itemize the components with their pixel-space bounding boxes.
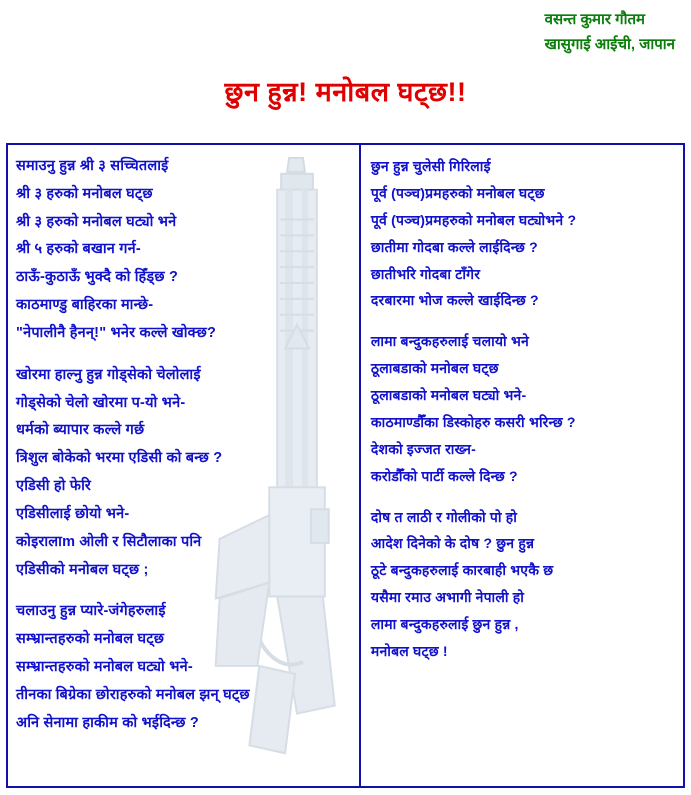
poem-line: त्रिशुल बोकेको भरमा एडिसी को बन्छ ? <box>16 450 223 467</box>
poem-line: काठमाण्डौँका डिस्कोहरु कसरी भरिन्छ ? <box>370 413 576 430</box>
poem-stanza-break <box>371 490 677 504</box>
poem-line: गोड्सेको चेलो खोरमा प-यो भने- <box>16 394 186 411</box>
poem-line: दोष त लाठी र गोलीको पो हो <box>370 508 518 525</box>
poem-line: श्री ३ हरुको मनोबल घट्यो भने <box>16 213 177 230</box>
poem-line: धर्मको ब्यापार कल्ले गर्छ <box>16 422 145 439</box>
poem-column-left <box>8 145 361 786</box>
poem-line: श्री ५ हरुको बखान गर्न- <box>16 241 141 258</box>
poem-line: सम्भ्रान्तहरुको मनोबल घट्छ <box>16 631 165 648</box>
poem-line: ठाऊँ-कुठाऊँ भुक्दै को हिँड्छ ? <box>16 269 179 286</box>
poem-column-right <box>361 145 683 786</box>
poem-line: लामा बन्दुकहरुलाई छुन हुन्न , <box>370 616 519 632</box>
poem-line: ठूलाबडाको मनोबल घट्यो भने- <box>370 387 527 403</box>
poem-line: ठूटे बन्दुकहरुलाई कारबाही भएकै छ <box>370 562 554 579</box>
poem-line: छातीमा गोदबा कल्ले लाईदिन्छ ? <box>370 238 538 255</box>
poem-line: काठमाण्डु बाहिरका मान्छे- <box>16 297 154 314</box>
poem-line: करोडौँको पार्टी कल्ले दिन्छ ? <box>370 467 518 484</box>
poem-frame <box>6 143 685 788</box>
poem-line: आदेश दिनेको के दोष ? छुन हुन्न <box>370 535 535 552</box>
author-location: खासुगाई आईची, जापान <box>544 35 675 53</box>
poem-line: ठूलाबडाको मनोबल घट्छ <box>370 360 499 377</box>
poem-stanza-break <box>16 584 353 598</box>
poem-line: चलाउनु हुन्न प्यारे-जंगेहरुलाई <box>16 603 166 620</box>
poem-stanza-break <box>16 348 353 362</box>
poem-line: देशको इज्जत राख्न- <box>370 440 476 457</box>
poem-line: समाउनु हुन्न श्री ३ सच्चितलाई <box>16 158 169 174</box>
poem-line: मनोबल घट्छ ! <box>370 642 448 659</box>
poem-line: छातीभरि गोदबा टाँगेर <box>370 265 481 282</box>
poem-line: सम्भ्रान्तहरुको मनोबल घट्यो भने- <box>16 659 193 676</box>
poem-line: कोइरालाm ओली र सिटौलाका पनि <box>16 533 202 550</box>
poem-line: तीनका बिग्रेका छोराहरुको मनोबल झन् घट्छ <box>16 686 250 703</box>
poem-line: पूर्व (पञ्च)प्रमहरुको मनोबल घट्छ <box>370 184 545 201</box>
poem-line: श्री ३ हरुको मनोबल घट्छ <box>16 185 153 202</box>
poem-line: "नेपालीनै हैनन्!" भनेर कल्ले खोक्छ? <box>16 324 217 341</box>
poem-line: यसैमा रमाउ अभागी नेपाली हो <box>370 589 525 606</box>
poem-line: पूर्व (पञ्च)प्रमहरुको मनोबल घट्योभने ? <box>370 211 577 228</box>
poem-line: एडिसीको मनोबल घट्छ ; <box>16 561 149 578</box>
poem-stanza-break <box>371 314 677 328</box>
poem-line: अनि सेनामा हाकीम को भईदिन्छ ? <box>16 714 199 731</box>
author-name: वसन्त कुमार गौतम <box>544 11 646 28</box>
poem-line: खोरमा हाल्नु हुन्न गोड्सेको चेलोलाई <box>16 366 201 383</box>
page-title: छुन हुन्न! मनोबल घट्छ!! <box>224 77 467 107</box>
poem-line: छुन हुन्न चुलेसी गिरिलाई <box>370 158 491 174</box>
poem-line: लामा बन्दुकहरुलाई चलायो भने <box>370 333 529 350</box>
poem-line: एडिसीलाई छोयो भने- <box>16 505 130 522</box>
poem-line: दरबारमा भोज कल्ले खाईदिन्छ ? <box>370 292 539 309</box>
author-block <box>545 8 675 58</box>
poem-line: एडिसी हो फेरि <box>16 478 92 495</box>
